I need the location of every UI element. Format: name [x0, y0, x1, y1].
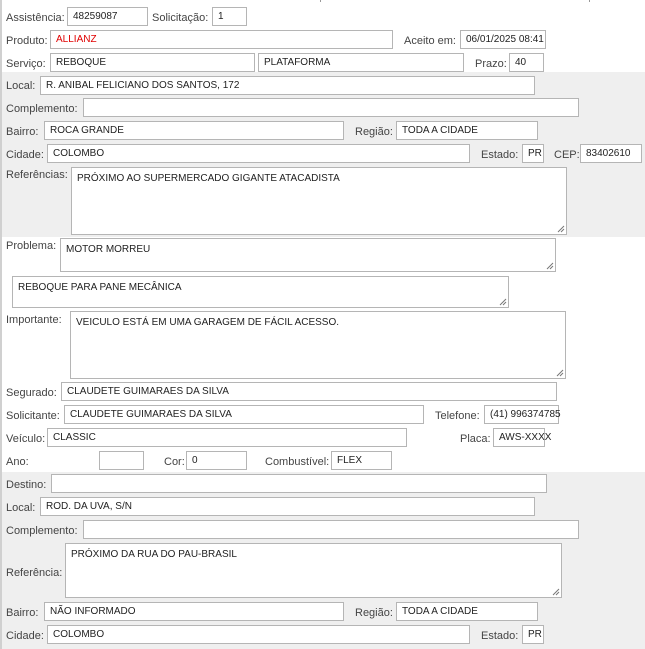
- servico-field[interactable]: REBOQUE: [50, 53, 255, 72]
- destino-bairro-label: Bairro:: [6, 607, 39, 619]
- segurado-label: Segurado:: [6, 387, 57, 399]
- combustivel-label: Combustível:: [265, 456, 330, 468]
- prazo-label: Prazo:: [475, 58, 507, 70]
- telefone-label: Telefone:: [435, 410, 480, 422]
- destino-estado-field[interactable]: PR: [522, 625, 544, 644]
- destino-complemento-label: Complemento:: [6, 525, 78, 537]
- cor-label: Cor:: [164, 456, 185, 468]
- importante-text: VEICULO ESTÁ EM UMA GARAGEM DE FÁCIL ACESSO.: [76, 317, 340, 328]
- problema-textarea[interactable]: [60, 238, 556, 272]
- regiao-label: Região:: [355, 126, 393, 138]
- referencias-textarea[interactable]: [71, 167, 567, 235]
- cidade-label: Cidade:: [6, 149, 44, 161]
- cep-label: CEP:: [554, 149, 580, 161]
- problema-text: MOTOR MORREU: [66, 244, 151, 255]
- problema-label: Problema:: [6, 240, 57, 252]
- resize-grip-icon[interactable]: [499, 298, 507, 306]
- destino-cidade-label: Cidade:: [6, 630, 44, 642]
- produto-label: Produto:: [6, 35, 48, 47]
- cidade-field[interactable]: COLOMBO: [47, 144, 470, 163]
- segurado-field[interactable]: CLAUDETE GUIMARAES DA SILVA: [61, 382, 557, 401]
- solicitante-field[interactable]: CLAUDETE GUIMARAES DA SILVA: [64, 405, 424, 424]
- destino-cidade-field[interactable]: COLOMBO: [47, 625, 470, 644]
- aceito-label: Aceito em:: [404, 35, 456, 47]
- placa-label: Placa:: [460, 433, 491, 445]
- bairro-field[interactable]: ROCA GRANDE: [44, 121, 344, 140]
- local-field[interactable]: R. ANIBAL FELICIANO DOS SANTOS, 172: [40, 76, 535, 95]
- resize-grip-icon[interactable]: [552, 588, 560, 596]
- assistencia-label: Assistência:: [6, 12, 65, 24]
- destino-bairro-field[interactable]: NÃO INFORMADO: [44, 602, 344, 621]
- combustivel-field[interactable]: FLEX: [331, 451, 392, 470]
- aceito-field[interactable]: 06/01/2025 08:41: [460, 30, 546, 49]
- servico-tipo-field[interactable]: PLATAFORMA: [258, 53, 464, 72]
- destino-referencia-label: Referência:: [6, 567, 63, 579]
- destino-local-label: Local:: [6, 502, 36, 514]
- cep-field[interactable]: 83402610: [580, 144, 642, 163]
- regiao-field[interactable]: TODA A CIDADE: [396, 121, 538, 140]
- estado-label: Estado:: [481, 149, 519, 161]
- ano-field[interactable]: [99, 451, 144, 470]
- cor-field[interactable]: 0: [186, 451, 247, 470]
- destino-complemento-field[interactable]: [83, 520, 579, 539]
- local-label: Local:: [6, 80, 36, 92]
- destino-referencia-textarea[interactable]: [65, 543, 562, 598]
- referencias-text: PRÓXIMO AO SUPERMERCADO GIGANTE ATACADISTA: [77, 173, 340, 184]
- telefone-field[interactable]: (41) 996374785: [484, 405, 559, 424]
- estado-field[interactable]: PR: [522, 144, 544, 163]
- destino-regiao-label: Região:: [355, 607, 393, 619]
- produto-field[interactable]: ALLIANZ: [50, 30, 393, 49]
- destino-referencia-text: PRÓXIMO DA RUA DO PAU-BRASIL: [71, 549, 237, 560]
- solicitacao-label: Solicitação:: [152, 12, 209, 24]
- veiculo-field[interactable]: CLASSIC: [47, 428, 407, 447]
- descricao-textarea[interactable]: [12, 276, 509, 308]
- veiculo-label: Veículo:: [6, 433, 46, 445]
- prazo-field[interactable]: 40: [509, 53, 544, 72]
- referencias-label: Referências:: [6, 169, 68, 181]
- resize-grip-icon[interactable]: [556, 369, 564, 377]
- destino-estado-label: Estado:: [481, 630, 519, 642]
- solicitacao-field[interactable]: 1: [212, 7, 247, 26]
- importante-label: Importante:: [6, 314, 62, 326]
- destino-local-field[interactable]: ROD. DA UVA, S/N: [40, 497, 535, 516]
- destino-field[interactable]: [51, 474, 547, 493]
- complemento-field[interactable]: [83, 98, 579, 117]
- placa-field[interactable]: AWS-XXXX: [493, 428, 545, 447]
- resize-grip-icon[interactable]: [557, 225, 565, 233]
- assistencia-field[interactable]: 48259087: [67, 7, 148, 26]
- destino-label: Destino:: [6, 479, 47, 491]
- solicitante-label: Solicitante:: [6, 410, 60, 422]
- descricao-text: REBOQUE PARA PANE MECÂNICA: [18, 282, 182, 293]
- ano-label: Ano:: [6, 456, 29, 468]
- destino-regiao-field[interactable]: TODA A CIDADE: [396, 602, 538, 621]
- servico-label: Serviço:: [6, 58, 46, 70]
- importante-textarea[interactable]: [70, 311, 566, 379]
- complemento-label: Complemento:: [6, 103, 78, 115]
- bairro-label: Bairro:: [6, 126, 39, 138]
- resize-grip-icon[interactable]: [546, 262, 554, 270]
